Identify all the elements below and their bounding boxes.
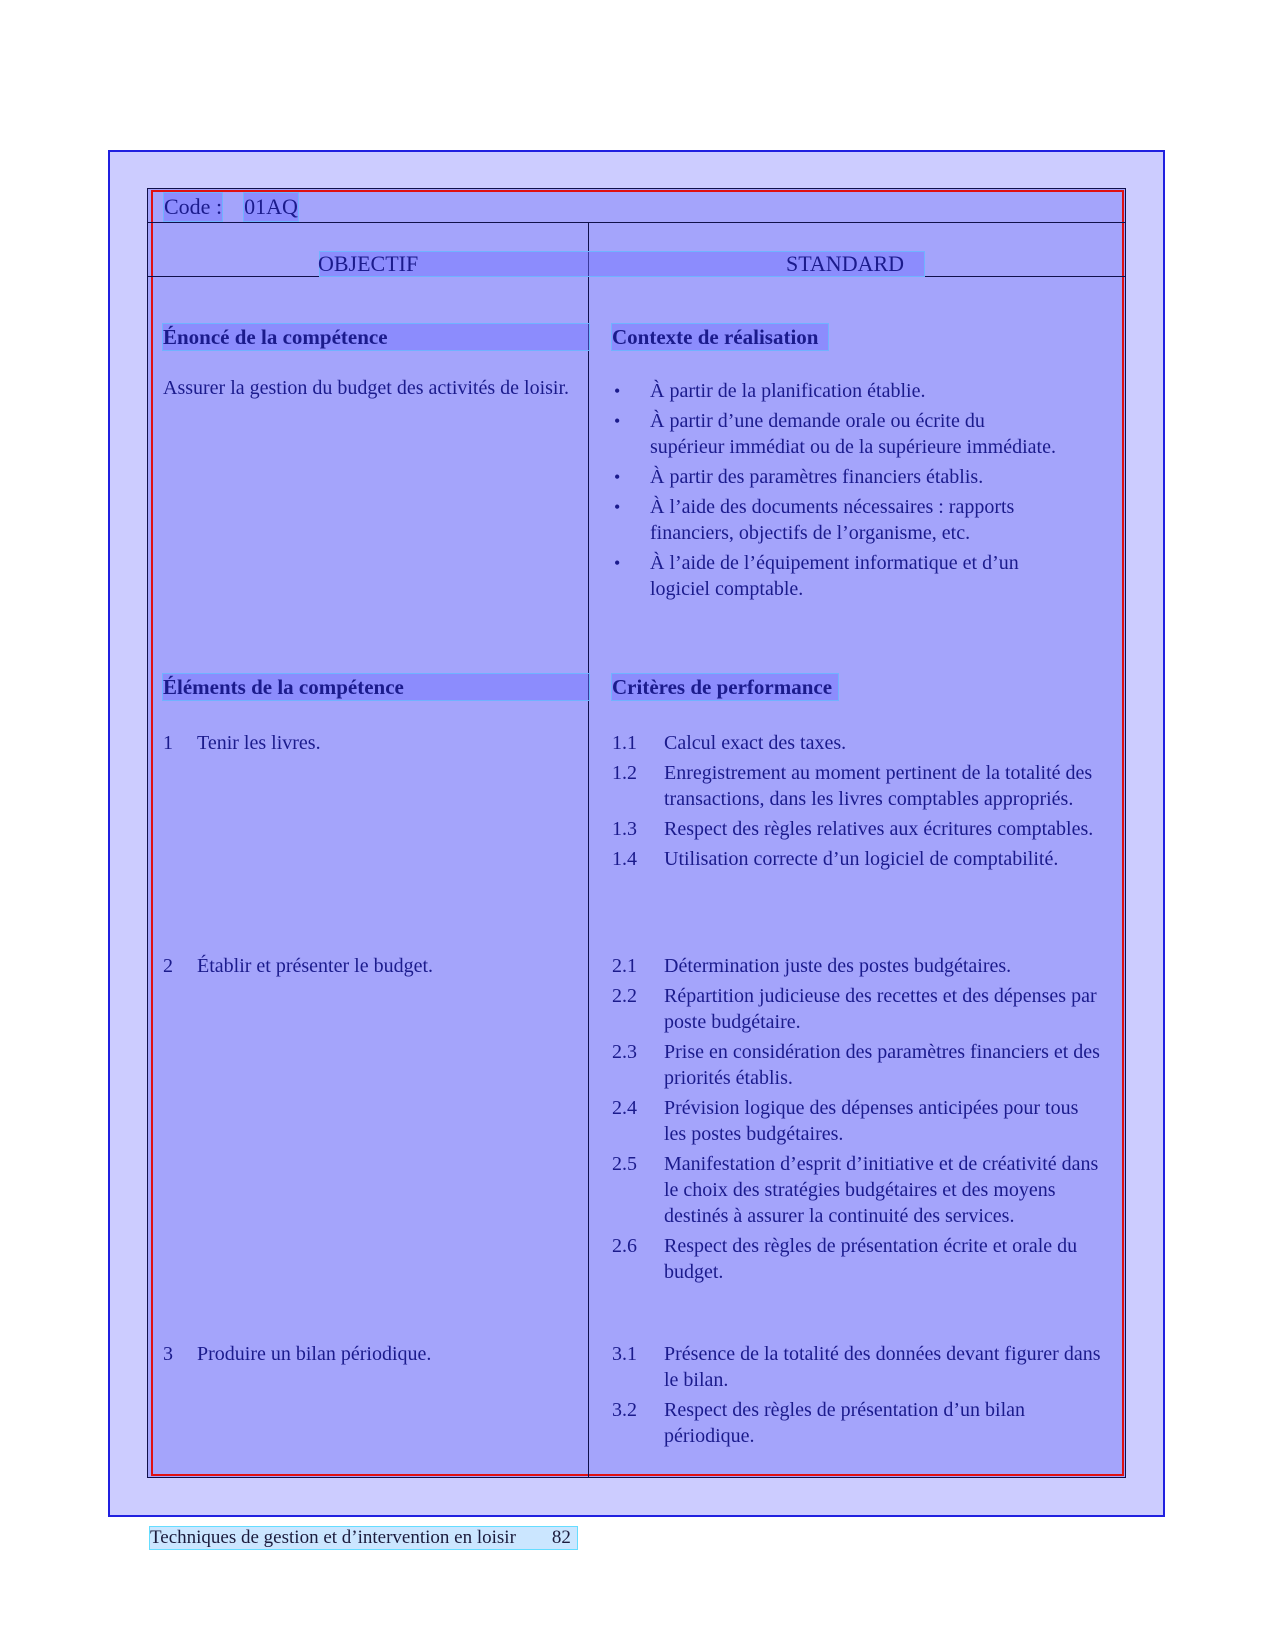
column-header-divider	[147, 276, 1126, 277]
list-item: 1.3 Respect des règles relatives aux écritures comptables.	[612, 818, 1094, 840]
list-item: 1.2 Enregistrement au moment pertinent de la totalité des transactions, dans les livres comptables appropriés.	[612, 762, 1093, 810]
list-item: 2.5 Manifestation d’esprit d’initiative et de créativité dans le choix des stratégies budgétaires et des moyens destinés à assurer la continuité des services.	[612, 1153, 1099, 1227]
list-item: • À partir des paramètres financiers établis.	[614, 466, 984, 488]
criteria-group-3	[612, 1341, 1102, 1453]
list-item: 3.1 Présence de la totalité des données devant figurer dans le bilan.	[612, 1343, 1101, 1391]
list-item: • À l’aide des documents nécessaires : rapports financiers, objectifs de l’organisme, etc.	[614, 496, 1015, 544]
code-value: 01AQ	[244, 194, 298, 219]
column-header-objectif: OBJECTIF	[318, 251, 419, 276]
list-item: 1.1 Calcul exact des taxes.	[612, 732, 847, 754]
list-item: 2.6 Respect des règles de présentation écrite et orale du budget.	[612, 1235, 1078, 1283]
column-header-standard: STANDARD	[786, 251, 905, 276]
list-item: • À partir de la planification établie.	[614, 380, 926, 402]
footer-title: Techniques de gestion et d’intervention en loisir	[150, 1527, 516, 1548]
code-label: Code :	[164, 194, 223, 219]
element-item-3: 3 Produire un bilan périodique.	[163, 1343, 432, 1365]
criteria-group-1	[612, 730, 1102, 876]
list-item: 2.2 Répartition judicieuse des recettes et des dépenses par poste budgétaire.	[612, 985, 1097, 1033]
list-item: 2.3 Prise en considération des paramètres financiers et des priorités établis.	[612, 1041, 1100, 1089]
competence-title: Énoncé de la compétence	[163, 324, 589, 350]
competence-statement: Assurer la gestion du budget des activités de loisir.	[163, 377, 570, 399]
code-row	[164, 193, 298, 221]
context-title: Contexte de réalisation	[612, 324, 828, 350]
elements-title: Éléments de la compétence	[163, 674, 589, 700]
element-item-2: 2 Établir et présenter le budget.	[163, 955, 434, 977]
list-item: 3.2 Respect des règles de présentation d’un bilan périodique.	[612, 1399, 1025, 1447]
page-number: 82	[551, 1527, 571, 1548]
element-item-1: 1 Tenir les livres.	[163, 732, 321, 754]
criteria-group-2	[612, 953, 1102, 1289]
column-divider	[588, 222, 589, 1478]
list-item: 2.1 Détermination juste des postes budgétaires.	[612, 955, 1012, 977]
list-item: • À partir d’une demande orale ou écrite du supérieur immédiat ou de la supérieure immédiate.	[614, 410, 1056, 458]
page-footer	[150, 1527, 577, 1549]
list-item: 2.4 Prévision logique des dépenses anticipées pour tous les postes budgétaires.	[612, 1097, 1079, 1145]
criteria-title: Critères de performance	[612, 674, 838, 700]
list-item: • À l’aide de l’équipement informatique et d’un logiciel comptable.	[614, 552, 1019, 600]
list-item: 1.4 Utilisation correcte d’un logiciel de comptabilité.	[612, 848, 1059, 870]
header-divider	[147, 222, 1126, 223]
context-list	[612, 378, 1062, 606]
